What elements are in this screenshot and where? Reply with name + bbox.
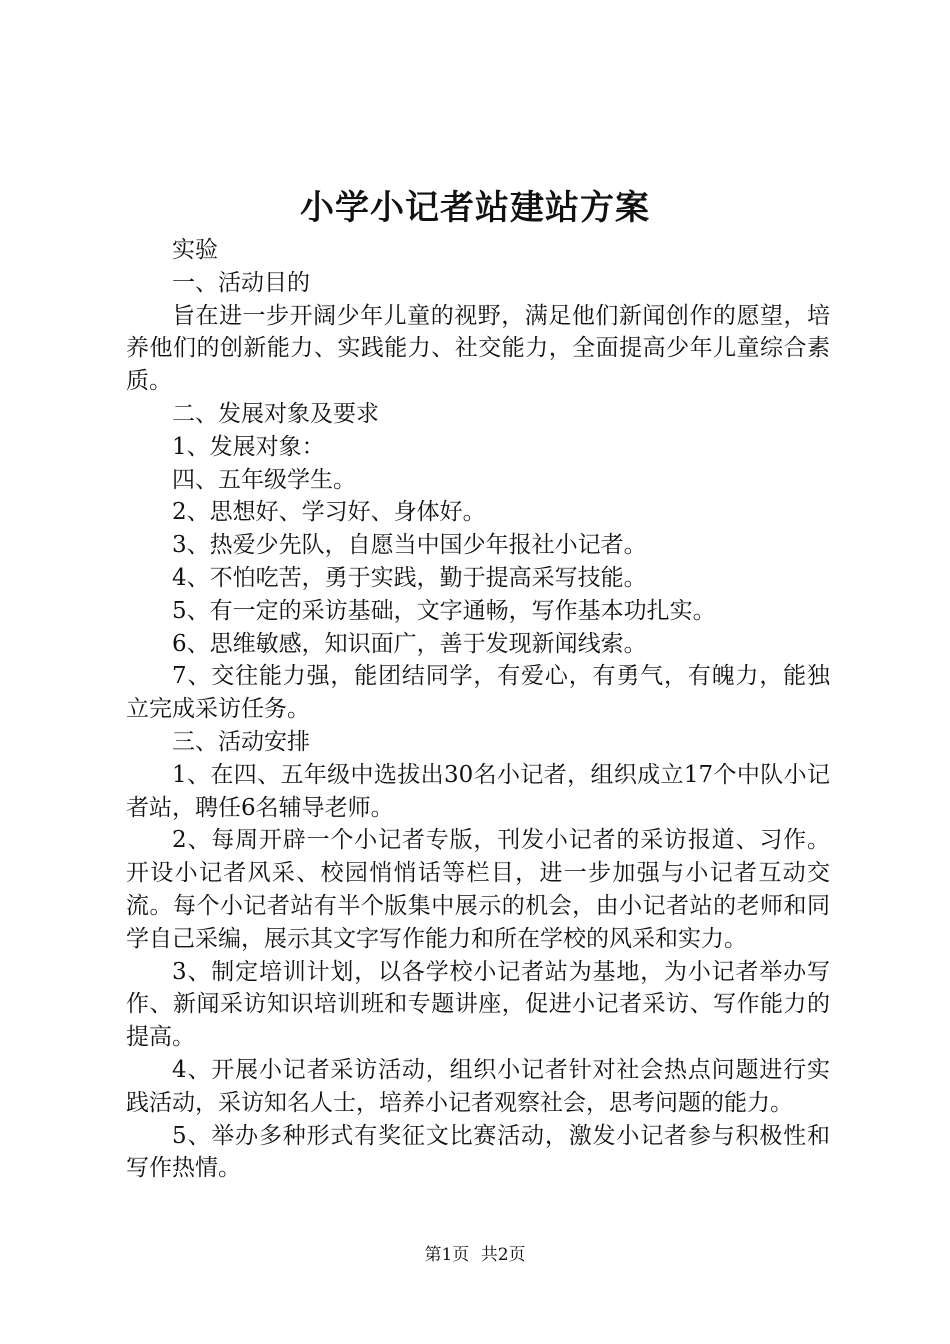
paragraph: 3、制定培训计划，以各学校小记者站为基地，为小记者举办写作、新闻采访知识培训班和专题讲座，促进小记者采访、写作能力的提高。	[126, 958, 830, 1051]
paragraph: 5、有一定的采访基础，文字通畅，写作基本功扎实。	[172, 597, 716, 624]
paragraph: 5、举办多种形式有奖征文比赛活动，激发小记者参与积极性和写作热情。	[126, 1122, 830, 1182]
page-number: 第1页	[424, 1245, 470, 1265]
document-body	[126, 234, 830, 1185]
paragraph: 旨在进一步开阔少年儿童的视野，满足他们新闻创作的愿望，培养他们的创新能力、实践能力、社交能力，全面提高少年儿童综合素质。	[126, 302, 830, 395]
paragraph: 4、开展小记者采访活动，组织小记者针对社会热点问题进行实践活动，采访知名人士，培养小记者观察社会，思考问题的能力。	[126, 1056, 830, 1116]
paragraph: 2、思想好、学习好、身体好。	[172, 499, 486, 526]
document-title: 小学小记者站建站方案	[300, 188, 650, 228]
paragraph: 7、交往能力强，能团结同学，有爱心，有勇气，有魄力，能独立完成采访任务。	[126, 663, 830, 723]
section-heading: 二、发展对象及要求	[172, 400, 379, 427]
paragraph: 3、热爱少先队，自愿当中国少年报社小记者。	[172, 532, 647, 559]
paragraph: 实验	[172, 237, 218, 263]
paragraph: 2、每周开辟一个小记者专版，刊发小记者的采访报道、习作。开设小记者风采、校园悄悄话等栏目，进一步加强与小记者互动交流。每个小记者站有半个版集中展示的机会，由小记者站的老师和同学自己采编，展示其文字写作能力和所在学校的风采和实力。	[126, 827, 830, 952]
paragraph: 4、不怕吃苦，勇于实践，勤于提高采写技能。	[172, 564, 647, 591]
paragraph: 1、在四、五年级中选拔出30名小记者，组织成立17个中队小记者站，聘任6名辅导老师。	[126, 761, 830, 821]
paragraph: 6、思维敏感，知识面广，善于发现新闻线索。	[172, 630, 647, 657]
paragraph: 1、发展对象：	[172, 433, 325, 460]
page-footer	[0, 1243, 950, 1267]
section-heading: 一、活动目的	[172, 269, 310, 296]
section-heading: 三、活动安排	[172, 728, 310, 755]
page-total: 共2页	[480, 1245, 526, 1265]
paragraph: 四、五年级学生。	[172, 466, 356, 493]
